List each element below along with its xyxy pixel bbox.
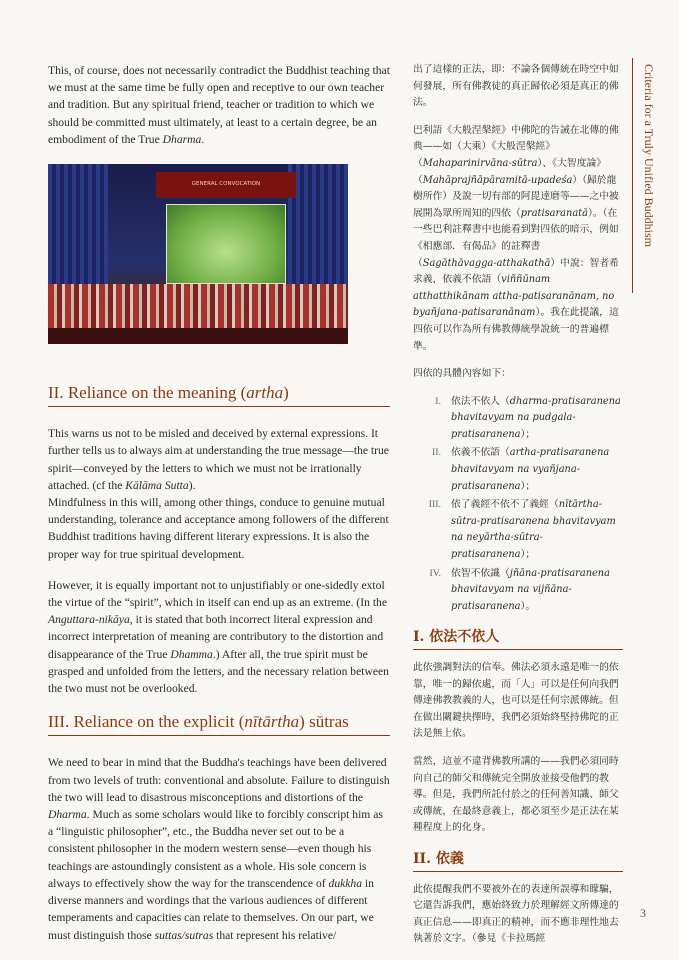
zh-heading-1: I. 依法不依人 (413, 629, 623, 650)
explicit-paragraph: We need to bear in mind that the Buddha's teachings have been delivered from two levels of truth: conventional and absolute. Failure to distinguish the two will lead to disastrous misconceptions and distortions of the Dharma. Much as some scholars would like to forcibly conscript him as a “linguistic philosopher”, etc., the Buddha never set out to be a consistent philosopher in the modern western sense—even though his teachings are astoundingly consistent as a whole. His sole concern is always to effectively show the way for the transcendence of dukkha in diverse manners and wordings that the various audiences of different temperaments and capacities can relate to themselves. On our part, we must distinguish those suttas/sutras that represent his relative/ (48, 756, 390, 942)
zh-paragraph-1: 出了這樣的正法，即：不論各個傳統在時空中如何發展，所有佛教徒的真正歸依必須是真正的佛法。 (413, 64, 619, 109)
zh-paragraph-2: 巴利語《大般涅槃經》中佛陀的告誡在北傳的佛典——如（大乘）《大般涅槃經》（Mahaparinirvāna-sūtra）、《大智度論》（Mahāprajñāpāramitā-upadeśa）（歸於龍樹所作）及說一切有部的阿毘達磨等——之中被展開為眾所周知的四依（pratisaranatā）。（在一些巴利註釋書中也能看到對四依的暗示，例如《相應部．有偈品》的註釋書（Sagāthāvagga-atthakathā）中說：智者希求義，依義不依語（viññūnam atthatthikānam attha-patisaranānam, no byañjana-patisaranānam）。我在此提議，這四依可以作為所有佛教傳統學說統一的普遍標準。 (413, 124, 619, 352)
photo-banner: GENERAL CONVOCATION (156, 172, 296, 198)
heading-reliance-meaning: II. Reliance on the meaning (artha) (48, 384, 390, 407)
english-column (48, 62, 390, 960)
zh-heading-2: II. 依義 (413, 851, 623, 872)
side-divider (632, 58, 633, 293)
convocation-photo (48, 164, 348, 344)
list-item: I. 依法不依人（dharma-pratisaranena bhavitavyam na pudgala-pratisaranena）； (435, 395, 621, 440)
zh-paragraph-3: 四依的具體內容如下： (413, 368, 511, 380)
running-title: Criteria for a Truly Unified Buddhism (642, 64, 656, 247)
list-item: IV. 依智不依識（jñāna-pratisaranena bhavitavyam na vijñāna-pratisaranena）。 (429, 567, 610, 612)
four-reliances-list (413, 394, 623, 616)
heading-reliance-explicit: III. Reliance on the explicit (nītārtha) sūtras (48, 713, 390, 736)
zh-paragraph-5: 當然，這並不違背佛教所講的——我們必須同時向自己的師父和傳統完全開放並接受他們的教導。但是，我們所託付於之的任何善知識、師父或傳統，在最終意義上，都必須至少是正法在某種程度上的化身。 (413, 755, 619, 834)
page-number: 3 (640, 906, 646, 920)
intro-paragraph: This, of course, does not necessarily contradict the Buddhist teaching that we must at the same time be fully open and receptive to our own teacher and tradition. But any spiritual friend, teacher or tradition to which we should be committed must ultimately, at least to a certain degree, be an embodiment of the True Dharma. (48, 64, 390, 146)
chinese-column (413, 62, 623, 959)
projection-screen (166, 204, 286, 284)
meaning-paragraph-2: However, it is equally important not to unjustifiably or one-sidedly extol the virtue of the “spirit”, which in itself can end up as an extreme. (In the Anguttara-nikāya, it is stated that both incorrect literal expression and incorrect interpretation of meaning are contributory to the distortion and disappearance of the True Dhamma.) After all, the true spirit must be grasped and unfolded from the letters, and the necessary relation between the two must not be overlooked. (48, 578, 389, 696)
list-item: II. 依義不依語（artha-pratisaranena bhavitavyam na vyañjana-pratisaranena）； (432, 447, 610, 492)
zh-paragraph-4: 此依強調對法的信奉。佛法必須永遠是唯一的依靠，唯一的歸依處，而「人」可以是任何向我們傳達佛教教義的人，也可以是任何宗派傳統。但在做出關鍵抉擇時，我們必須始終堅持佛陀的正法是無上依。 (413, 662, 619, 740)
list-item: III. 依了義經不依不了義經（nītārtha-sūtra-pratisaranena bhavitavyam na neyārtha-sūtra-pratisaranena）； (428, 499, 616, 561)
zh-paragraph-6: 此依提醒我們不要被外在的表達所誤導和矇騙，它還告訴我們，應始終致力於理解經文所傳達的真正信息——即真正的精神，而不應非理性地去執著於文字。（參見《卡拉瑪經 (413, 883, 619, 945)
meaning-paragraph-1: This warns us not to be misled and deceived by external expressions. It further tells us to always aim at understanding the true message—the true spirit—conveyed by the letters to which we must not be irrationally attached. (cf the Kālāma Sutta). Mindfulness in this will, among other things, conduce to genuine mutual understanding, tolerance and acceptance among followers of the different Buddhist traditions having different literary expressions. It is also the proper way for true spiritual development. (48, 427, 389, 561)
